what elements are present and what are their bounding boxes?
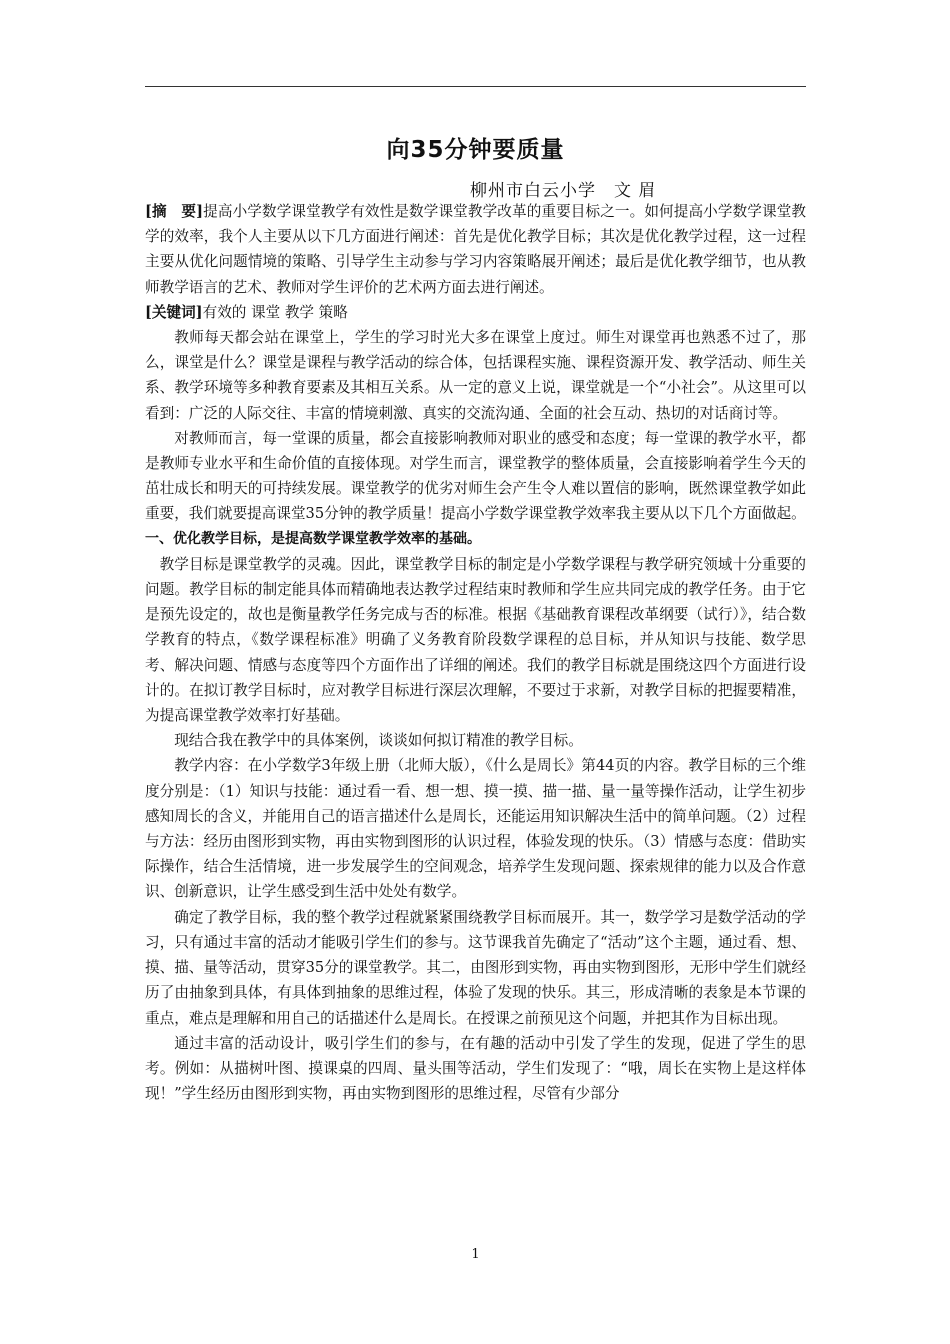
- abstract-text: 提高小学数学课堂教学有效性是数学课堂教学改革的重要目标之一。如何提高小学数学课堂教学的效率，我个人主要从以下几方面进行阐述：首先是优化教学目标；其次是优化教学过程，这一过程主要从优化问题情境的策略、引导学生主动参与学习内容策略展开阐述；最后是优化教学细节，也从教师教学语言的艺术、教师对学生评价的艺术两方面去进行阐述。: [145, 203, 806, 296]
- abstract: [145, 199, 806, 300]
- keywords: [145, 300, 806, 325]
- document-body: [145, 199, 806, 1106]
- paragraph-3: 教学目标是课堂教学的灵魂。因此，课堂教学目标的制定是小学数学课程与教学研究领域十分重要的问题。教学目标的制定能具体而精确地表达教学过程结束时教师和学生应共同完成的教学任务。由于它是预先设定的，故也是衡量教学任务完成与否的标准。根据《基础教育课程改革纲要（试行）》，结合数学教育的特点，《数学课程标准》明确了义务教育阶段数学课程的总目标，并从知识与技能、数学思考、解决问题、情感与态度等四个方面作出了详细的阐述。我们的教学目标就是围绕这四个方面进行设计的。在拟订教学目标时，应对教学目标进行深层次理解，不要过于求新，对教学目标的把握要精准，为提高课堂教学效率打好基础。: [145, 555, 806, 725]
- page-number: 1: [471, 1247, 480, 1262]
- paragraph-6: 确定了教学目标，我的整个教学过程就紧紧围绕教学目标而展开。其一，数学学习是数学活动的学习，只有通过丰富的活动才能吸引学生们的参与。这节课我首先确定了“活动”这个主题，通过看、想、摸、描、量等活动，贯穿35分的课堂教学。其二，由图形到实物，再由实物到图形，无形中学生们就经历了由抽象到具体，有具体到抽象的思维过程，体验了发现的快乐。其三，形成清晰的表象是本节课的重点，难点是理解和用自己的话描述什么是周长。在授课之前预见这个问题，并把其作为目标出现。: [145, 908, 806, 1027]
- paragraph-1: 教师每天都会站在课堂上，学生的学习时光大多在课堂上度过。师生对课堂再也熟悉不过了，那么，课堂是什么？课堂是课程与教学活动的综合体，包括课程实施、课程资源开发、教学活动、师生关系、教学环境等多种教育要素及其相互关系。从一定的意义上说，课堂就是一个“小社会”。从这里可以看到：广泛的人际交往、丰富的情境刺激、真实的交流沟通、全面的社会互动、热切的对话商讨等。: [145, 329, 806, 422]
- paragraph-4: 现结合我在教学中的具体案例，谈谈如何拟订精准的教学目标。: [174, 732, 583, 750]
- section-heading-1: 一、优化教学目标，是提高数学课堂教学效率的基础。: [145, 530, 481, 547]
- header-rule: [145, 86, 806, 87]
- paragraph-7: 通过丰富的活动设计，吸引学生们的参与，在有趣的活动中引发了学生的发现，促进了学生的思考。例如：从描树叶图、摸课桌的四周、量头围等活动，学生们发现了：“哦，周长在实物上是这样体现！”学生经历由图形到实物，再由实物到图形的思维过程，尽管有少部分: [145, 1034, 806, 1103]
- keywords-text: 有效的 课堂 教学 策略: [202, 303, 348, 321]
- paragraph-5: 教学内容：在小学数学3年级上册（北师大版），《什么是周长》第44页的内容。教学目标的三个维度分别是：（1）知识与技能：通过看一看、想一想、摸一摸、描一描、量一量等操作活动，让学生初步感知周长的含义，并能用自己的语言描述什么是周长，还能运用知识解决生活中的简单问题。（2）过程与方法：经历由图形到实物，再由实物到图形的认识过程，体验发现的快乐。（3）情感与态度：借助实际操作，结合生活情境，进一步发展学生的空间观念，培养学生发现问题、探索规律的能力以及合作意识、创新意识，让学生感受到生活中处处有数学。: [145, 757, 806, 901]
- paragraph-2: 对教师而言，每一堂课的质量，都会直接影响教师对职业的感受和态度；每一堂课的教学水平，都是教师专业水平和生命价值的直接体现。对学生而言，课堂教学的整体质量，会直接影响着学生今天的茁壮成长和明天的可持续发展。课堂教学的优劣对师生会产生令人难以置信的影响，既然课堂教学如此重要，我们就要提高课堂35分钟的教学质量！提高小学数学课堂教学效率我主要从以下几个方面做起。: [145, 429, 806, 523]
- document-title: 向35分钟要质量: [386, 137, 565, 163]
- abstract-label: [摘 要]: [145, 203, 204, 220]
- keywords-label: [关键词]: [145, 303, 203, 321]
- document-author: 柳州市白云小学 文 眉: [470, 181, 657, 201]
